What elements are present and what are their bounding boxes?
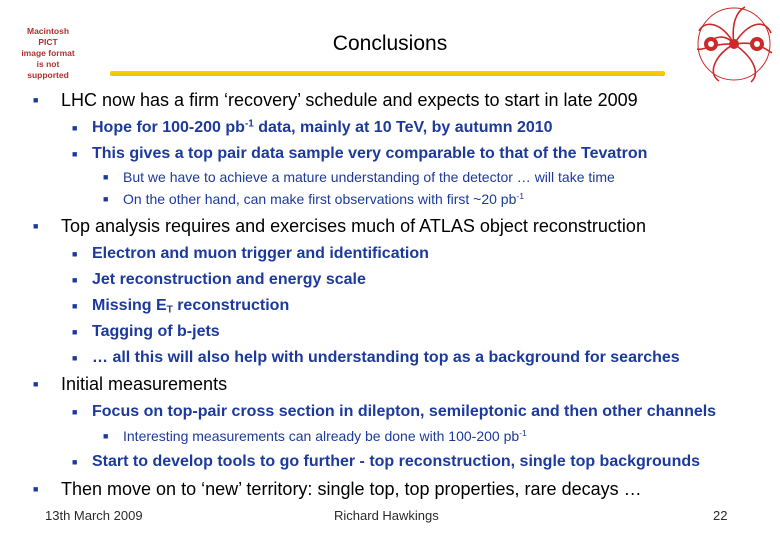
bullet-text: Hope for 100-200 $pb^{-1}$ data, mainly at 10 TeV, by autumn 2010	[92, 118, 553, 136]
square-bullet-icon: ■	[72, 457, 78, 467]
bullet-text: Then move on to ‘new’ territory: single top, top properties, rare decays …	[61, 479, 642, 499]
bullet-text: Missing $E_T$ reconstruction	[92, 297, 290, 316]
bullet-text: This gives a top pair data sample very comparable to that of the Tevatron	[92, 145, 648, 162]
slide-number: 22	[713, 508, 728, 523]
bullet-text: Start to develop tools to go further - top reconstruction, single top backgrounds	[92, 453, 701, 470]
square-bullet-icon: ■	[33, 221, 39, 231]
particle-collision-event-icon	[693, 3, 775, 85]
footer-author: Richard Hawkings	[334, 508, 439, 523]
square-bullet-icon: ■	[33, 95, 39, 105]
title-underline	[110, 71, 665, 76]
square-bullet-icon: ■	[72, 301, 78, 311]
bullet-text: LHC now has a firm ‘recovery’ schedule and expects to start in late 2009	[61, 90, 638, 110]
bullet-text: Interesting measurements can already be done with 100-200 $pb^{-1}$	[123, 428, 527, 444]
square-bullet-icon: ■	[33, 379, 39, 389]
bullet-text: … all this will also help with understanding top as a background for searches	[92, 349, 680, 366]
square-bullet-icon: ■	[72, 123, 78, 133]
square-bullet-icon: ■	[103, 194, 109, 204]
square-bullet-icon: ■	[72, 249, 78, 259]
square-bullet-icon: ■	[72, 353, 78, 363]
bullet-text: On the other hand, can make first observations with first ~20 $pb^{-1}$	[123, 191, 525, 207]
square-bullet-icon: ■	[72, 327, 78, 337]
pict-logo-line: is not supported	[27, 59, 69, 80]
slide-title: Conclusions	[332, 32, 448, 55]
square-bullet-icon: ■	[72, 149, 78, 159]
bullet-text: Focus on top-pair cross section in dilepton, semileptonic and then other channels	[92, 403, 717, 420]
pict-logo-line: Macintosh PICT	[26, 26, 70, 47]
bullet-text: Top analysis requires and exercises much of ATLAS object reconstruction	[61, 216, 646, 236]
bullet-text: Tagging of b-jets	[92, 323, 220, 340]
square-bullet-icon: ■	[72, 407, 78, 417]
pict-logo-line: image format	[21, 48, 75, 58]
square-bullet-icon: ■	[103, 431, 109, 441]
bullet-text: Jet reconstruction and energy scale	[92, 271, 366, 288]
bullet-text: Electron and muon trigger and identification	[92, 245, 429, 262]
square-bullet-icon: ■	[103, 172, 109, 182]
footer-date: 13th March 2009	[45, 508, 143, 523]
bullet-text: But we have to achieve a mature understanding of the detector … will take time	[123, 169, 615, 185]
bullet-text: Initial measurements	[61, 374, 228, 394]
square-bullet-icon: ■	[72, 275, 78, 285]
square-bullet-icon: ■	[33, 484, 39, 494]
